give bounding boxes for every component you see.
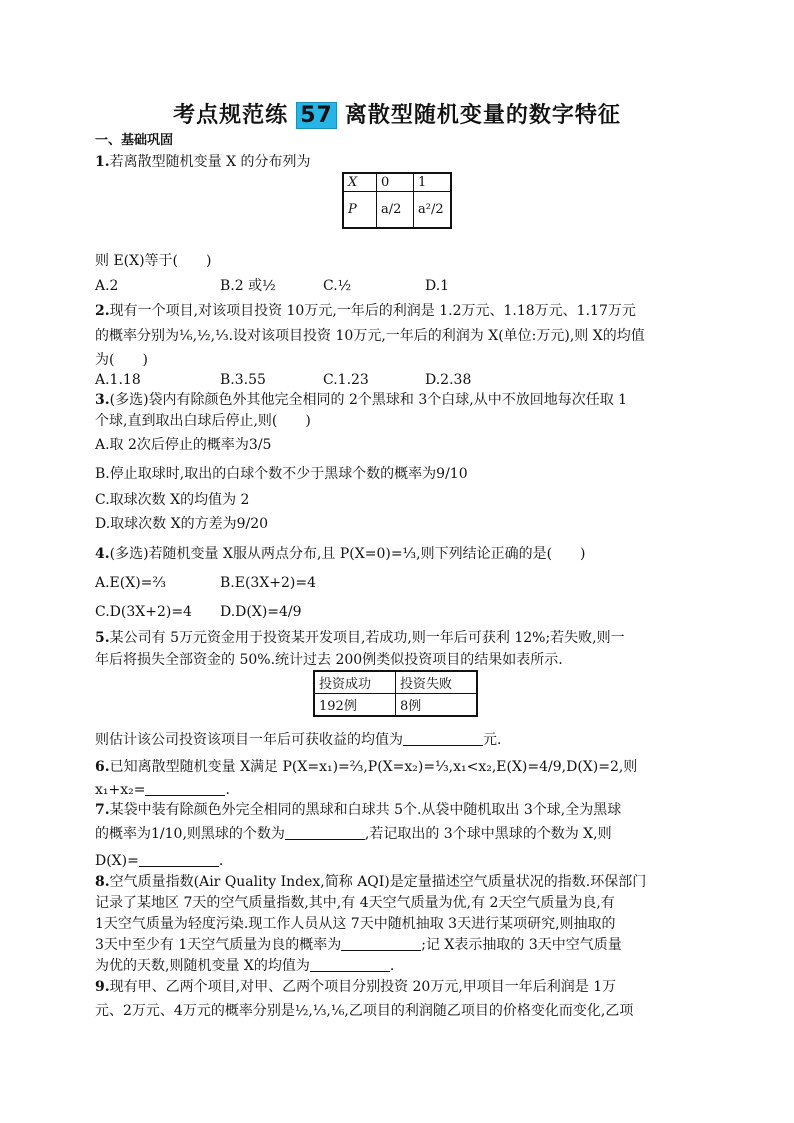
question-8-line-5: 为优的天数,则随机变量 X的均值为 . [95, 958, 395, 974]
q3-option-a: A.取 2次后停止的概率为3/5 [95, 437, 272, 453]
q5-results-table: 投资成功 投资失败 192例 8例 [313, 670, 478, 717]
question-4-stem: 4.(多选)若随机变量 X服从两点分布,且 P(X=0)=⅓,则下列结论正确的是( ) [95, 546, 586, 562]
question-1-ask: 则 E(X)等于( ) [95, 253, 212, 269]
q3-option-d: D.取球次数 X的方差为9/20 [95, 516, 269, 532]
question-9-line-2: 元、2万元、4万元的概率分别是½,⅓,⅙,乙项目的利润随乙项目的价格变化而变化,乙项 [95, 1003, 634, 1019]
q2-option-b: B.3.55 [220, 372, 266, 388]
answer-blank [403, 731, 483, 746]
q3-option-c: C.取球次数 X的均值为 2 [95, 492, 250, 508]
q4-option-c: C.D(3X+2)=4 [95, 604, 192, 620]
page-title: 考点规范练 57 离散型随机变量的数字特征 [173, 103, 621, 128]
question-5-line-1: 5.某公司有 5万元资金用于投资某开发项目,若成功,则一年后可获利 12%;若失败,则一 [95, 630, 625, 646]
q1-option-a: A.2 [95, 278, 119, 294]
question-5-ask: 则估计该公司投资该项目一年后可获收益的均值为 元. [95, 732, 502, 748]
question-8-line-4: 3天中至少有 1天空气质量为良的概率为 ;记 X表示抽取的 3天中空气质量 [95, 937, 622, 953]
question-2-line-1: 2.现有一个项目,对该项目投资 10万元,一年后的利润是 1.2万元、1.18万元、1.17万元 [95, 303, 636, 319]
question-7-line-3: D(X)= . [95, 853, 224, 869]
question-3-line-2: 个球,直到取出白球后停止,则( ) [95, 413, 311, 429]
question-3-line-1: 3.(多选)袋内有除颜色外其他完全相同的 2个黑球和 3个白球,从中不放回地每次任取 1 [95, 392, 628, 408]
question-8-line-1: 8.空气质量指数(Air Quality Index,简称 AQI)是定量描述空气质量状况的指数.环保部门 [95, 874, 647, 890]
answer-blank [145, 781, 225, 796]
answer-blank [341, 936, 421, 951]
q2-option-d: D.2.38 [425, 372, 472, 388]
question-9-line-1: 9.现有甲、乙两个项目,对甲、乙两个项目分别投资 20万元,甲项目一年后利润是 1万 [95, 979, 617, 995]
q4-option-a: A.E(X)=⅔ [95, 575, 166, 591]
question-6-line-2: x₁+x₂= . [95, 782, 230, 798]
question-1-stem: 1.若离散型随机变量 X 的分布列为 [95, 154, 311, 170]
question-2-line-3: 为( ) [95, 352, 148, 368]
q3-option-b: B.停止取球时,取出的白球个数不少于黑球个数的概率为9/10 [95, 466, 468, 482]
question-5-line-2: 年后将损失全部资金的 50%.统计过去 200例类似投资项目的结果如表所示. [95, 652, 563, 668]
q2-option-c: C.1.23 [323, 372, 369, 388]
answer-blank [285, 825, 365, 840]
question-6-line-1: 6.已知离散型随机变量 X满足 P(X=x₁)=⅔,P(X=x₂)=⅓,x₁<x₂,E(X)=4/9,D(X)=2,则 [95, 759, 638, 775]
q1-distribution-table: X 0 1 P a/2 a²/2 [342, 172, 452, 229]
q1-option-c: C.½ [323, 278, 352, 294]
question-8-line-2: 记录了某地区 7天的空气质量指数,其中,有 4天空气质量为优,有 2天空气质量为良,有 [95, 895, 615, 911]
lesson-number-badge: 57 [296, 102, 337, 129]
question-7-line-1: 7.某袋中装有除颜色外完全相同的黑球和白球共 5个.从袋中随机取出 3个球,全为黑球 [95, 802, 622, 818]
q2-option-a: A.1.18 [95, 372, 141, 388]
answer-blank [310, 957, 390, 972]
q1-option-b: B.2 或½ [220, 278, 276, 294]
question-7-line-2: 的概率为1/10,则黑球的个数为 ,若记取出的 3个球中黑球的个数为 X,则 [95, 826, 612, 842]
question-2-line-2: 的概率分别为⅙,½,⅓.设对该项目投资 10万元,一年后的利润为 X(单位:万元),则 X的均值 [95, 328, 645, 344]
answer-blank [139, 852, 219, 867]
q4-option-d: D.D(X)=4/9 [220, 604, 302, 620]
section-heading: 一、基础巩固 [95, 133, 174, 148]
q1-option-d: D.1 [425, 278, 450, 294]
q4-option-b: B.E(3X+2)=4 [220, 575, 317, 591]
question-8-line-3: 1天空气质量为轻度污染.现工作人员从这 7天中随机抽取 3天进行某项研究,则抽取的 [95, 916, 616, 932]
